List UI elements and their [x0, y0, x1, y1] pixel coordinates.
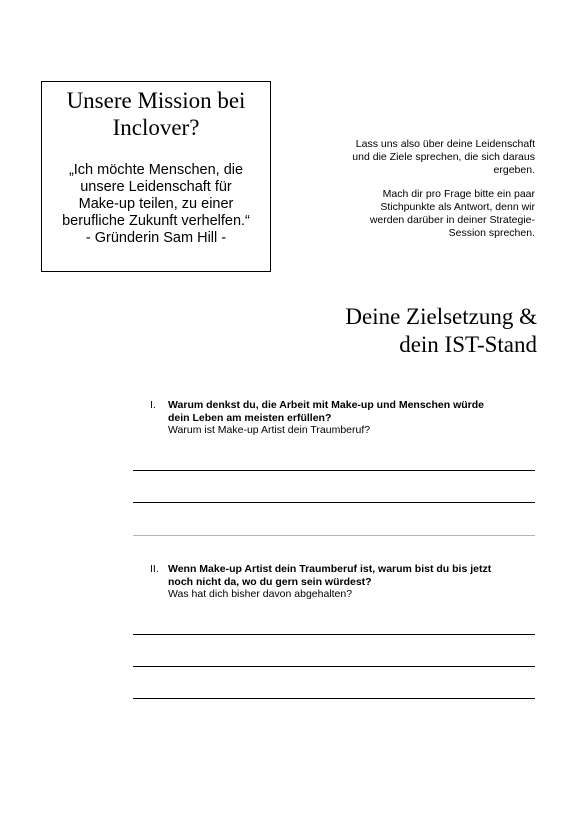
- mission-quote-line: berufliche Zukunft verhelfen.“: [62, 213, 250, 229]
- section-title: [237, 303, 537, 359]
- intro-line: und die Ziele sprechen, die sich daraus: [352, 151, 535, 163]
- mission-quote-line: „Ich möchte Menschen, die: [68, 162, 244, 178]
- mission-quote: [50, 162, 262, 247]
- answer-line[interactable]: [133, 535, 535, 536]
- answer-line[interactable]: [133, 634, 535, 635]
- answer-line[interactable]: [133, 698, 535, 699]
- intro-paragraph: [295, 138, 535, 177]
- answer-line[interactable]: [133, 666, 535, 667]
- intro-line: Stichpunkte als Antwort, denn wir: [380, 201, 535, 213]
- answer-line[interactable]: [133, 502, 535, 503]
- question-number: II.: [150, 563, 159, 575]
- intro-text: [295, 138, 535, 251]
- mission-title-line: Unsere Mission bei: [66, 88, 246, 113]
- question-text: Warum denkst du, die Arbeit mit Make-up und Menschen würde: [168, 399, 485, 411]
- question-2: [150, 563, 535, 601]
- answer-line[interactable]: [133, 470, 535, 471]
- intro-paragraph: [295, 188, 535, 240]
- question-text: Wenn Make-up Artist dein Traumberuf ist, warum bist du bis jetzt: [168, 563, 492, 575]
- question-subtext: Was hat dich bisher davon abgehalten?: [168, 588, 353, 600]
- question-body: [168, 563, 535, 601]
- intro-line: ergeben.: [493, 164, 535, 176]
- intro-line: Mach dir pro Frage bitte ein paar: [382, 188, 535, 200]
- mission-title: [42, 87, 270, 141]
- mission-quote-line: unsere Leidenschaft für: [80, 179, 232, 195]
- mission-quote-author: - Gründerin Sam Hill -: [85, 230, 227, 246]
- question-body: [168, 399, 535, 437]
- section-title-line: dein IST-Stand: [399, 332, 537, 357]
- intro-line: Session sprechen.: [448, 227, 535, 239]
- question-number: I.: [150, 399, 156, 411]
- question-text: dein Leben am meisten erfüllen?: [168, 411, 332, 424]
- intro-line: Lass uns also über deine Leidenschaft: [355, 138, 535, 150]
- mission-box: [41, 81, 271, 272]
- question-text: noch nicht da, wo du gern sein würdest?: [168, 575, 372, 588]
- mission-quote-line: Make-up teilen, zu einer: [78, 196, 234, 212]
- intro-line: werden darüber in deiner Strategie-: [369, 214, 535, 226]
- question-subtext: Warum ist Make-up Artist dein Traumberuf?: [168, 424, 371, 436]
- mission-title-line: Inclover?: [112, 115, 200, 140]
- section-title-line: Deine Zielsetzung &: [345, 304, 537, 329]
- question-1: [150, 399, 535, 437]
